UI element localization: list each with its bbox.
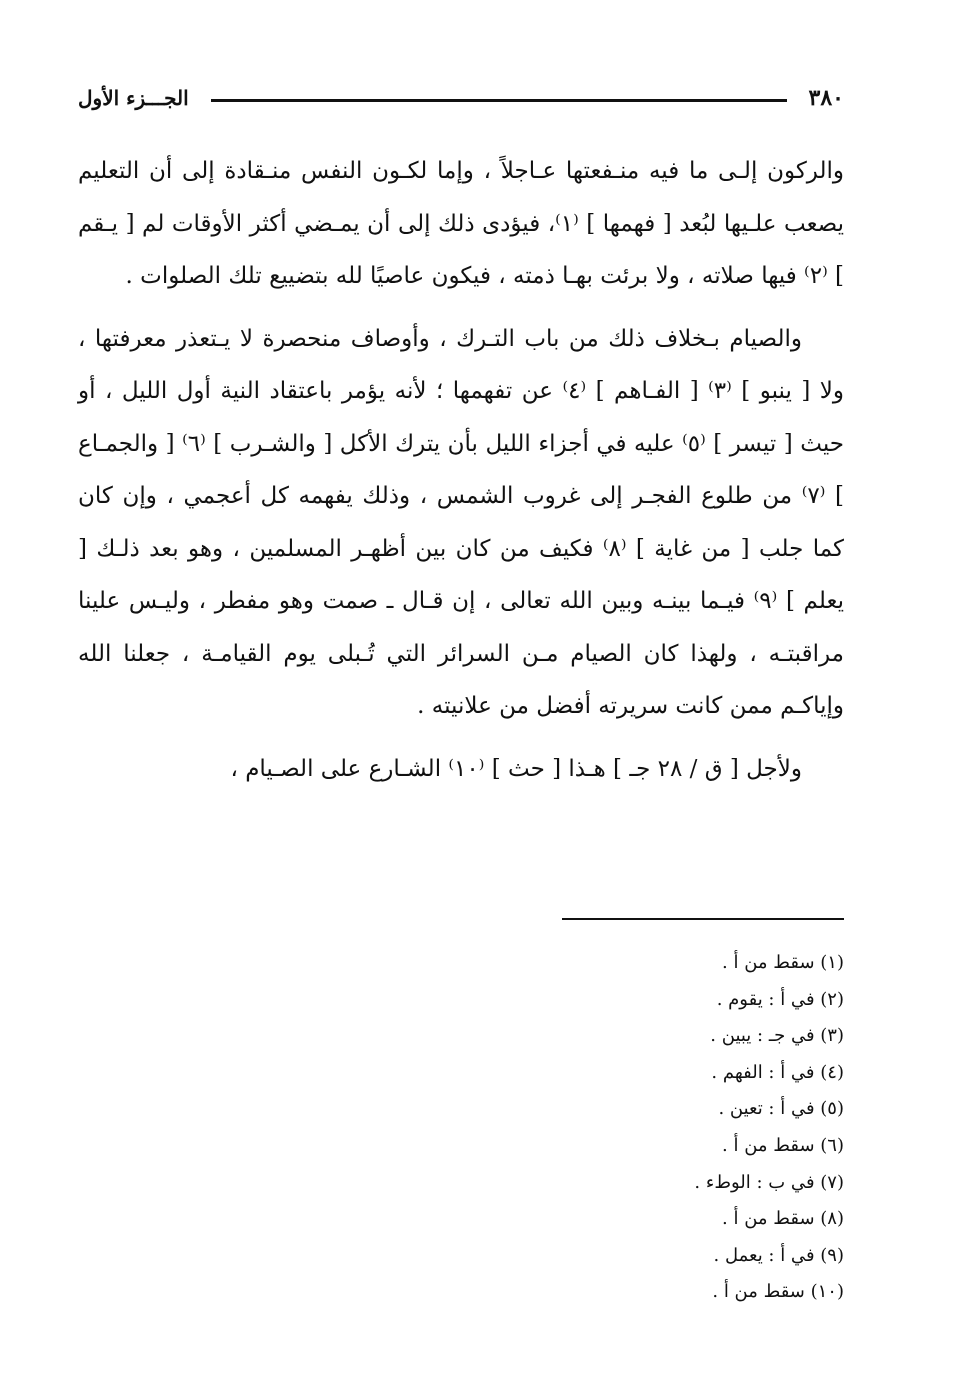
paragraph: والركون إلـى ما فيه منـفعتها عـاجلاً ، وإما لكـون النفس منـقادة إلى أن التعليم يصعب علـيها لبُعد [ فهمها ] ⁽١⁾، فيؤدى ذلك إلى أن يمـضي أكثر الأوقات لم [ يـقم ] ⁽٢⁾ فيها صلاته ، ولا برئت بهـا ذمته ، فيكون عاصيًا لله بتضييع تلك الصلوات . — [78, 158, 845, 289]
footnote: (٥) في أ : تعين . — [718, 1098, 844, 1120]
footnote-separator — [562, 918, 844, 920]
footnote: (٩) في أ : يعمل . — [713, 1244, 844, 1266]
footnote: (٣) في جـ : يبين . — [710, 1025, 844, 1047]
footnotes-list — [400, 945, 844, 1311]
page-header — [78, 78, 844, 118]
running-head: الجـــزء الأول — [78, 86, 189, 110]
paragraph: والصيام بـخلاف ذلك من باب التـرك ، وأوصاف منحصرة لا يـتعذر معرفتها ، ولا [ ينبو ] ⁽٣⁾ [ الفـاهم ] ⁽٤⁾ عن تفهمها ؛ لأنه يؤمر باعتقاد النية أول الليل ، أو حيث [ تيسر ] ⁽٥⁾ عليه في أجزاء الليل بأن يترك الأكل [ والشـرب ] ⁽٦⁾ [ والجمـاع ] ⁽٧⁾ من طلوع الفجـر إلى غروب الشمس ، وذلك يفهمه كل أعجمي ، وإن كان كما جلب [ من غاية ] ⁽٨⁾ فكيف من كان بين أظهـر المسلمين ، وهو بعد ذلـك [ يعلم ] ⁽٩⁾ فيـما بينـه وبين الله تعالى ، إن قـال ـ صمت وهو مفطر ، وليـس علينا مراقبتـه ، ولهذا كان الصيام مـن السرائر التي تُـبلى يوم القيامـة ، جعلنا الله وإياكـم ممن كانت سريرته أفضل من علانيته . — [78, 325, 844, 719]
body-text — [78, 145, 844, 805]
footnote: (٦) سقط من أ . — [722, 1134, 844, 1156]
footnote: (٤) في أ : الفهم . — [711, 1061, 844, 1083]
footnote: (٧) في ب : الوطء . — [694, 1171, 844, 1193]
footnote: (١٠) سقط من أ . — [712, 1281, 844, 1303]
footnote: (١) سقط من أ . — [722, 952, 844, 973]
header-rule — [211, 99, 787, 102]
page-number: ٣٨٠ — [808, 85, 844, 111]
footnote: (٨) سقط من أ . — [722, 1208, 844, 1230]
paragraph: ولأجل [ ق / ٢٨ جـ ] هـذا [ حث ] ⁽١٠⁾ الشـارع على الصـيام ، — [230, 755, 802, 782]
footnote: (٢) في أ : يقوم . — [716, 988, 844, 1010]
